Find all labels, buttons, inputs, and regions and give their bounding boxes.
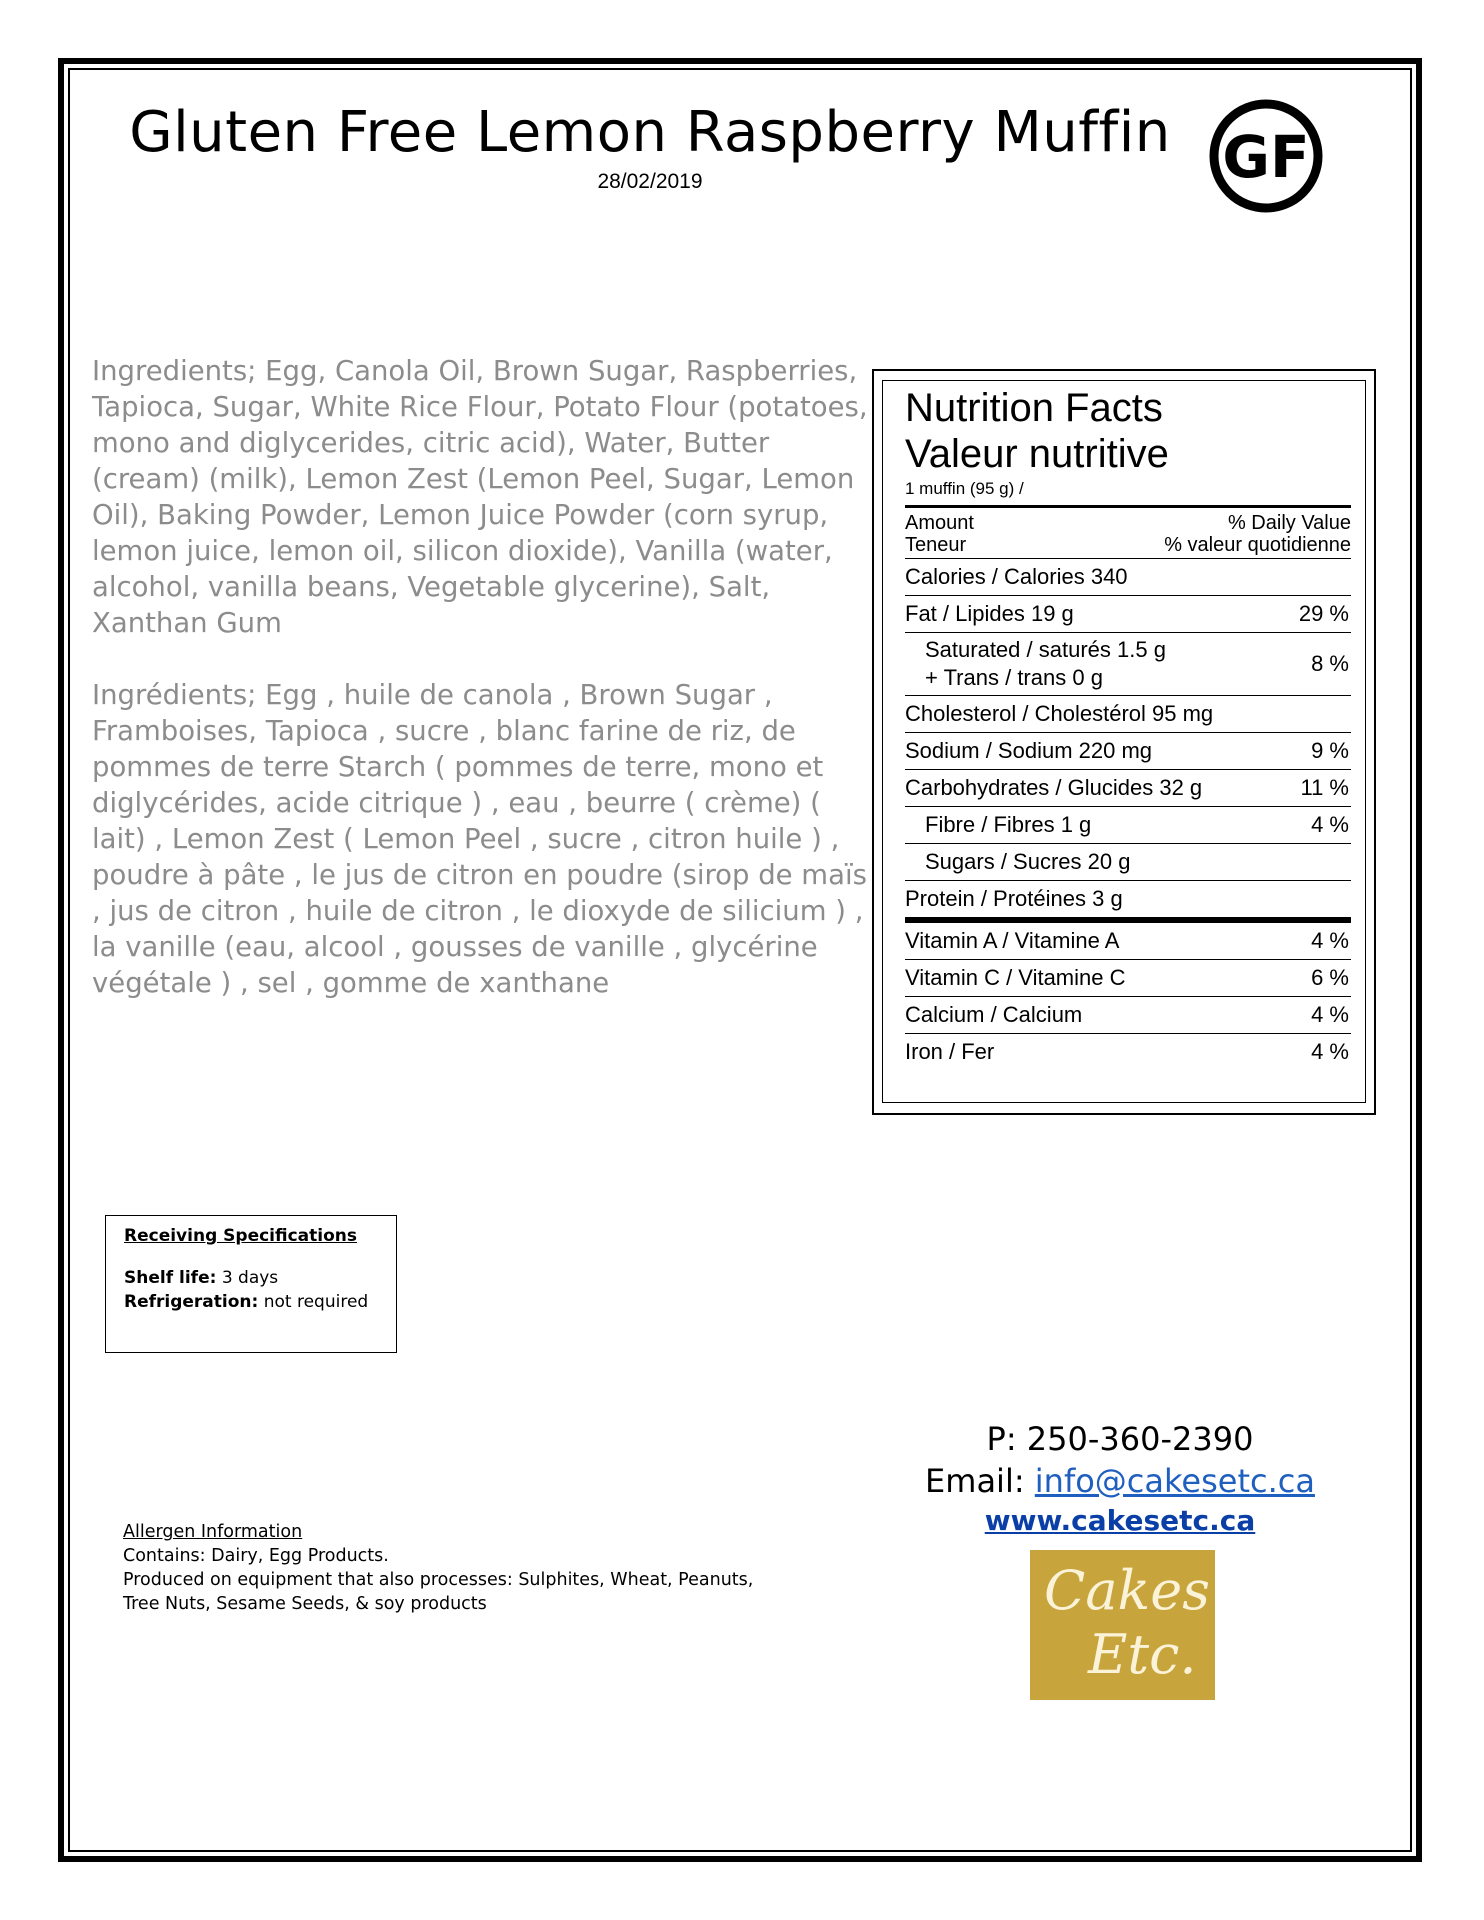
- contact-info: [890, 1418, 1350, 1540]
- ingredients-english: Ingredients; Egg, Canola Oil, Brown Sugar, Raspberries, Tapioca, Sugar, White Rice Flour, Potato Flour (potatoes, mono and diglycerides, citric acid), Water, Butter (cream) (milk), Lemon Zest (Lemon Peel, Sugar, Lemon Oil), Baking Powder, Lemon Juice Powder (corn syrup, lemon juice, lemon oil, silicon dioxide), Vanilla (water, alcohol, vanilla beans, Vegetable glycerine), Salt, Xanthan Gum: [92, 355, 868, 639]
- nutrient-label: Calcium / Calcium: [905, 1002, 1083, 1027]
- email-line: [890, 1460, 1350, 1502]
- allergen-produced-line-1: Produced on equipment that also processes: Sulphites, Wheat, Peanuts,: [123, 1570, 754, 1590]
- nutrient-label: Sugars / Sucres 20 g: [925, 849, 1131, 874]
- serving-size: 1 muffin (95 g) /: [905, 479, 1024, 498]
- allergen-heading: Allergen Information: [123, 1522, 303, 1542]
- refrigeration-value: not required: [263, 1292, 369, 1312]
- nutrient-label: Vitamin C / Vitamine C: [905, 965, 1126, 990]
- nutrient-row-sugars: [905, 844, 1351, 881]
- nutrient-label: Cholesterol / Cholestérol 95 mg: [905, 701, 1214, 726]
- vitamin-row: [905, 923, 1351, 960]
- nutrient-label: Vitamin A / Vitamine A: [905, 928, 1120, 953]
- email-label: Email:: [925, 1462, 1025, 1500]
- nutrient-row-calories: [905, 559, 1351, 596]
- amount-label-en: Amount: [905, 512, 974, 534]
- nutrient-row-fibre: [905, 807, 1351, 844]
- product-title: Gluten Free Lemon Raspberry Muffin: [129, 100, 1171, 165]
- nutrition-amount-header: [905, 508, 1351, 559]
- nutrient-label: Protein / Protéines 3 g: [905, 886, 1123, 911]
- nutrition-facts-table: [882, 380, 1366, 1103]
- nutrient-label: Iron / Fer: [905, 1039, 995, 1064]
- nutrient-row-sodium: [905, 733, 1351, 770]
- logo-text-line-1: Cakes: [1044, 1559, 1210, 1622]
- allergen-contains: Contains: Dairy, Egg Products.: [123, 1546, 389, 1566]
- receiving-specifications-box: [105, 1215, 397, 1353]
- allergen-information: [123, 1520, 823, 1616]
- nutrient-label: Fibre / Fibres 1 g: [925, 812, 1092, 837]
- nutrient-label: Calories / Calories 340: [905, 564, 1128, 589]
- shelf-life-line: [124, 1266, 378, 1290]
- nutrient-label: Carbohydrates / Glucides 32 g: [905, 775, 1203, 800]
- nutrient-label: Sodium / Sodium 220 mg: [905, 738, 1153, 763]
- nutrient-row-saturated-trans: [905, 633, 1351, 696]
- gluten-free-icon: [1207, 97, 1325, 215]
- nutrient-dv: 6 %: [1311, 965, 1349, 990]
- refrigeration-label: Refrigeration:: [124, 1292, 259, 1312]
- amount-label-fr: Teneur: [905, 534, 967, 556]
- daily-value-label-en: % Daily Value: [1227, 512, 1351, 534]
- shelf-life-value: 3 days: [221, 1268, 279, 1288]
- nutrient-label-saturated: Saturated / saturés 1.5 g: [925, 637, 1166, 662]
- daily-value-label-fr: % valeur quotidienne: [1164, 534, 1351, 556]
- nutrient-dv: 29 %: [1298, 601, 1349, 626]
- nutrient-dv: 11 %: [1300, 775, 1349, 800]
- nutrient-dv: 4 %: [1311, 1039, 1349, 1064]
- nutrition-heading-fr: Valeur nutritive: [905, 432, 1169, 476]
- refrigeration-line: [124, 1290, 378, 1314]
- vitamin-row: [905, 1034, 1351, 1070]
- website-link[interactable]: www.cakesetc.ca: [984, 1504, 1256, 1537]
- ingredients-french: Ingrédients; Egg , huile de canola , Brown Sugar , Framboises, Tapioca , sucre , blanc farine de riz, de pommes de terre Starch ( pommes de terre, mono et diglycérides, acide citrique ) , eau , beurre ( crème) ( lait) , Lemon Zest ( Lemon Peel , sucre , citron huile ) , poudre à pâte , le jus de citron en poudre (sirop de maïs , jus de citron , huile de citron , le dioxyde de silicium ) , la vanille (eau, alcool , gousses de vanille , glycérine végétale ) , sel , gomme de xanthane: [92, 679, 867, 999]
- nutrient-dv: 9 %: [1311, 738, 1349, 763]
- nutrient-label-trans: + Trans / trans 0 g: [925, 665, 1103, 690]
- nutrient-row-protein: [905, 881, 1351, 917]
- gluten-free-badge-text: GF: [1222, 123, 1310, 191]
- logo-text-line-2: Etc.: [1088, 1623, 1197, 1686]
- ingredients-section: [92, 353, 872, 1037]
- allergen-produced-line-2: Tree Nuts, Sesame Seeds, & soy products: [123, 1594, 487, 1614]
- nutrient-row-fat: [905, 596, 1351, 633]
- nutrient-dv: 4 %: [1311, 928, 1349, 953]
- vitamin-row: [905, 960, 1351, 997]
- product-date: 28/02/2019: [597, 170, 703, 193]
- phone-number: P: 250-360-2390: [986, 1420, 1254, 1458]
- nutrient-row-carbohydrates: [905, 770, 1351, 807]
- nutrient-dv: 4 %: [1311, 812, 1349, 837]
- cakes-etc-logo: [1030, 1550, 1215, 1700]
- nutrient-label: Fat / Lipides 19 g: [905, 601, 1074, 626]
- nutrient-row-cholesterol: [905, 696, 1351, 733]
- shelf-life-label: Shelf life:: [124, 1268, 217, 1288]
- nutrient-dv: 4 %: [1311, 1002, 1349, 1027]
- nutrient-dv: 8 %: [1311, 651, 1349, 676]
- receiving-heading: Receiving Specifications: [124, 1226, 358, 1246]
- email-link[interactable]: info@cakesetc.ca: [1034, 1462, 1315, 1500]
- nutrition-heading-en: Nutrition Facts: [905, 386, 1163, 430]
- vitamin-row: [905, 997, 1351, 1034]
